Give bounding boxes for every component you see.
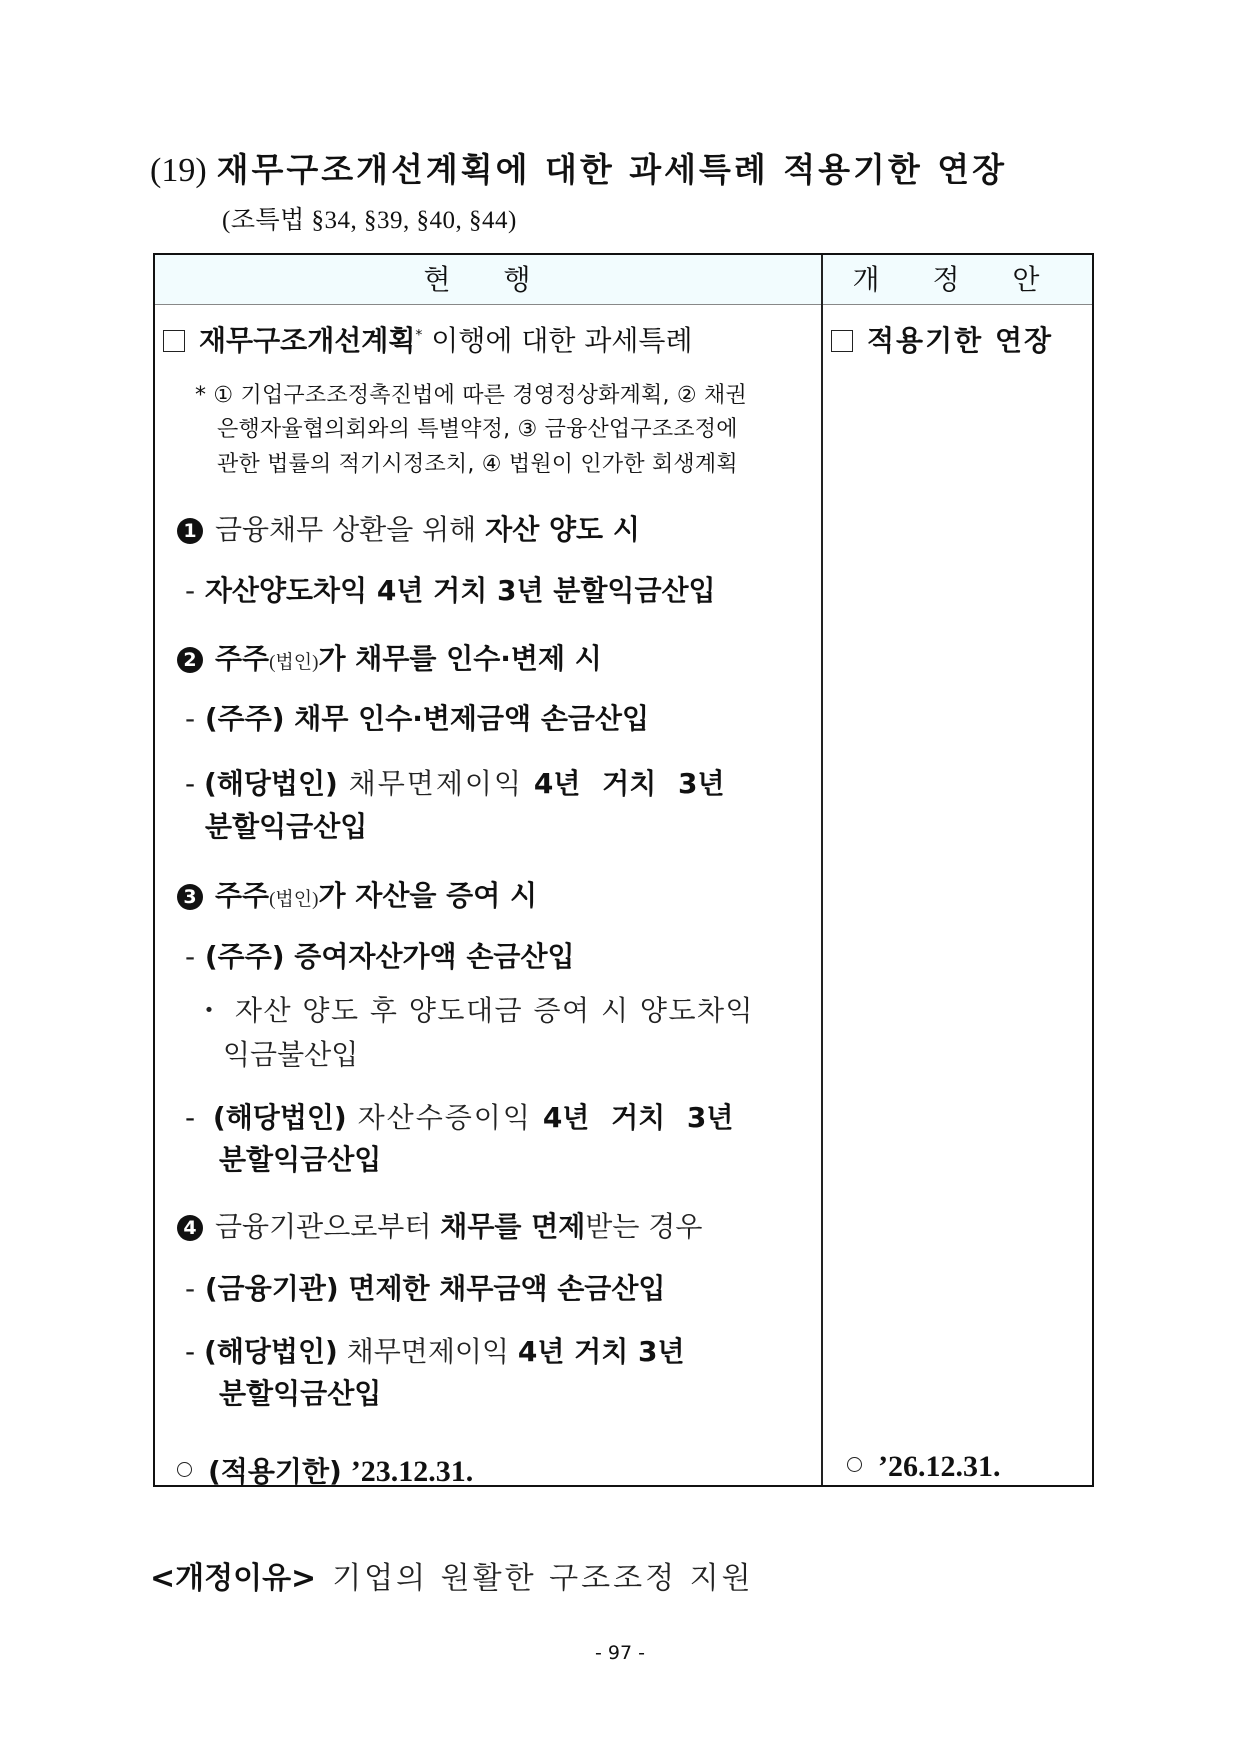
normal-text: 채무면제이익 bbox=[337, 767, 534, 800]
item-2-sub-2-cont: 분할익금산입 bbox=[205, 810, 368, 843]
item-3-sub-3 bbox=[185, 1096, 733, 1136]
footnote-mark: * bbox=[415, 327, 423, 344]
item-4-sub-2-cont: 분할익금산입 bbox=[219, 1377, 382, 1410]
circle-bullet-icon bbox=[177, 1462, 192, 1477]
item-3-sub-1 bbox=[185, 935, 575, 975]
dash: - bbox=[185, 767, 196, 800]
item-1-bold: 자산 양도 시 bbox=[485, 513, 640, 546]
paren: (주주) bbox=[204, 940, 285, 973]
header-proposed: 개 정 안 bbox=[852, 263, 1062, 296]
item-4-after: 받는 경우 bbox=[585, 1210, 703, 1243]
item-3-head-2: 가 자산을 증여 시 bbox=[318, 879, 538, 912]
section-number: (19) bbox=[150, 152, 207, 189]
checkbox-square-icon bbox=[163, 330, 185, 352]
bold-text: 4년 거치 3년 bbox=[517, 1335, 685, 1368]
law-reference: (조특법 §34, §39, §40, §44) bbox=[222, 207, 517, 234]
footnote-line-2: 은행자율협의회와의 특별약정, ③ 금융산업구조조정에 bbox=[217, 417, 738, 442]
item-4-bold: 채무를 면제 bbox=[440, 1210, 586, 1243]
item-4-heading bbox=[177, 1205, 702, 1245]
dash: - bbox=[185, 940, 196, 973]
amendment-reason bbox=[150, 1553, 754, 1597]
dash: - bbox=[185, 574, 196, 607]
item-4-sub-1-text: 면제한 채무금액 손금산입 bbox=[338, 1272, 666, 1305]
dash: - bbox=[185, 702, 196, 735]
reason-text: 기업의 원활한 구조조정 지원 bbox=[332, 1561, 754, 1596]
number-1-icon: 1 bbox=[177, 518, 203, 544]
column-divider bbox=[821, 255, 823, 1485]
item-3-sub-2-cont: 익금불산입 bbox=[223, 1038, 359, 1071]
number-2-icon: 2 bbox=[177, 647, 203, 673]
proposed-deadline bbox=[847, 1450, 1001, 1484]
checkbox-square-icon bbox=[831, 330, 853, 352]
number-3-icon: 3 bbox=[177, 884, 203, 910]
item-3-heading bbox=[177, 874, 537, 914]
item-2-sub-2 bbox=[185, 762, 725, 802]
deadline-value: ’23.12.31. bbox=[350, 1455, 474, 1488]
item-1-sub-1 bbox=[185, 569, 716, 609]
comparison-table bbox=[153, 253, 1094, 1487]
dash: - bbox=[185, 1335, 196, 1368]
item-3-head-1: 주주 bbox=[215, 879, 270, 912]
deadline-label: (적용기한) bbox=[208, 1455, 342, 1488]
item-4-text: 금융기관으로부터 bbox=[215, 1210, 441, 1243]
bullet-dot-icon: ・ bbox=[195, 994, 225, 1027]
normal-text: 채무면제이익 bbox=[337, 1335, 518, 1368]
paren: (해당법인) bbox=[212, 1101, 347, 1134]
bold-text: 4년 거치 3년 bbox=[542, 1101, 734, 1134]
item-4-sub-1 bbox=[185, 1267, 665, 1307]
footnote-line-1: * ① 기업구조조정촉진법에 따른 경영정상화계획, ② 채권 bbox=[195, 383, 747, 408]
proposed-deadline-value: ’26.12.31. bbox=[878, 1450, 1001, 1483]
item-1-sub-1-text: 자산양도차익 4년 거치 3년 분할익금산입 bbox=[204, 574, 716, 607]
paren: (해당법인) bbox=[204, 1335, 338, 1368]
bold-text: 4년 거치 3년 bbox=[533, 767, 725, 800]
paren: (주주) bbox=[204, 702, 285, 735]
item-3-sub-2-text: 자산 양도 후 양도대금 증여 시 양도차익 bbox=[234, 994, 755, 1027]
intro-rest: 이행에 대한 과세특례 bbox=[422, 324, 693, 357]
item-2-head-1: 주주 bbox=[215, 642, 270, 675]
item-3-head-small: (법인) bbox=[269, 889, 319, 910]
dash: - bbox=[185, 1101, 196, 1134]
item-2-head-2: 가 채무를 인수·변제 시 bbox=[318, 642, 602, 675]
item-2-heading bbox=[177, 637, 602, 677]
proposed-headline-text: 적용기한 연장 bbox=[867, 324, 1054, 357]
proposed-headline bbox=[831, 319, 1053, 359]
item-2-head-small: (법인) bbox=[269, 652, 319, 673]
item-2-sub-1 bbox=[185, 697, 649, 737]
item-3-sub-1-text: 증여자산가액 손금산입 bbox=[284, 940, 575, 973]
footnote-line-3: 관한 법률의 적기시정조치, ④ 법원이 인가한 회생계획 bbox=[217, 452, 738, 477]
current-deadline bbox=[177, 1450, 473, 1490]
reason-tag: <개정이유> bbox=[150, 1561, 317, 1596]
intro-bold: 재무구조개선계획 bbox=[199, 324, 416, 357]
page-number: - 97 - bbox=[595, 1642, 645, 1664]
item-1-heading bbox=[177, 508, 640, 548]
section-title bbox=[150, 144, 1007, 191]
item-2-sub-1-text: 채무 인수·변제금액 손금산입 bbox=[284, 702, 650, 735]
section-title-text: 재무구조개선계획에 대한 과세특례 적용기한 연장 bbox=[216, 150, 1008, 189]
item-1-text: 금융채무 상환을 위해 bbox=[215, 513, 486, 546]
header-current: 현 행 bbox=[423, 263, 553, 296]
item-3-sub-3-cont: 분할익금산입 bbox=[219, 1143, 382, 1176]
paren: (금융기관) bbox=[204, 1272, 339, 1305]
current-intro bbox=[163, 319, 693, 359]
circle-bullet-icon bbox=[847, 1457, 862, 1472]
item-4-sub-2 bbox=[185, 1330, 685, 1370]
normal-text: 자산수증이익 bbox=[346, 1101, 543, 1134]
paren: (해당법인) bbox=[204, 767, 338, 800]
number-4-icon: 4 bbox=[177, 1215, 203, 1241]
dash: - bbox=[185, 1272, 196, 1305]
item-3-sub-2 bbox=[195, 989, 754, 1029]
